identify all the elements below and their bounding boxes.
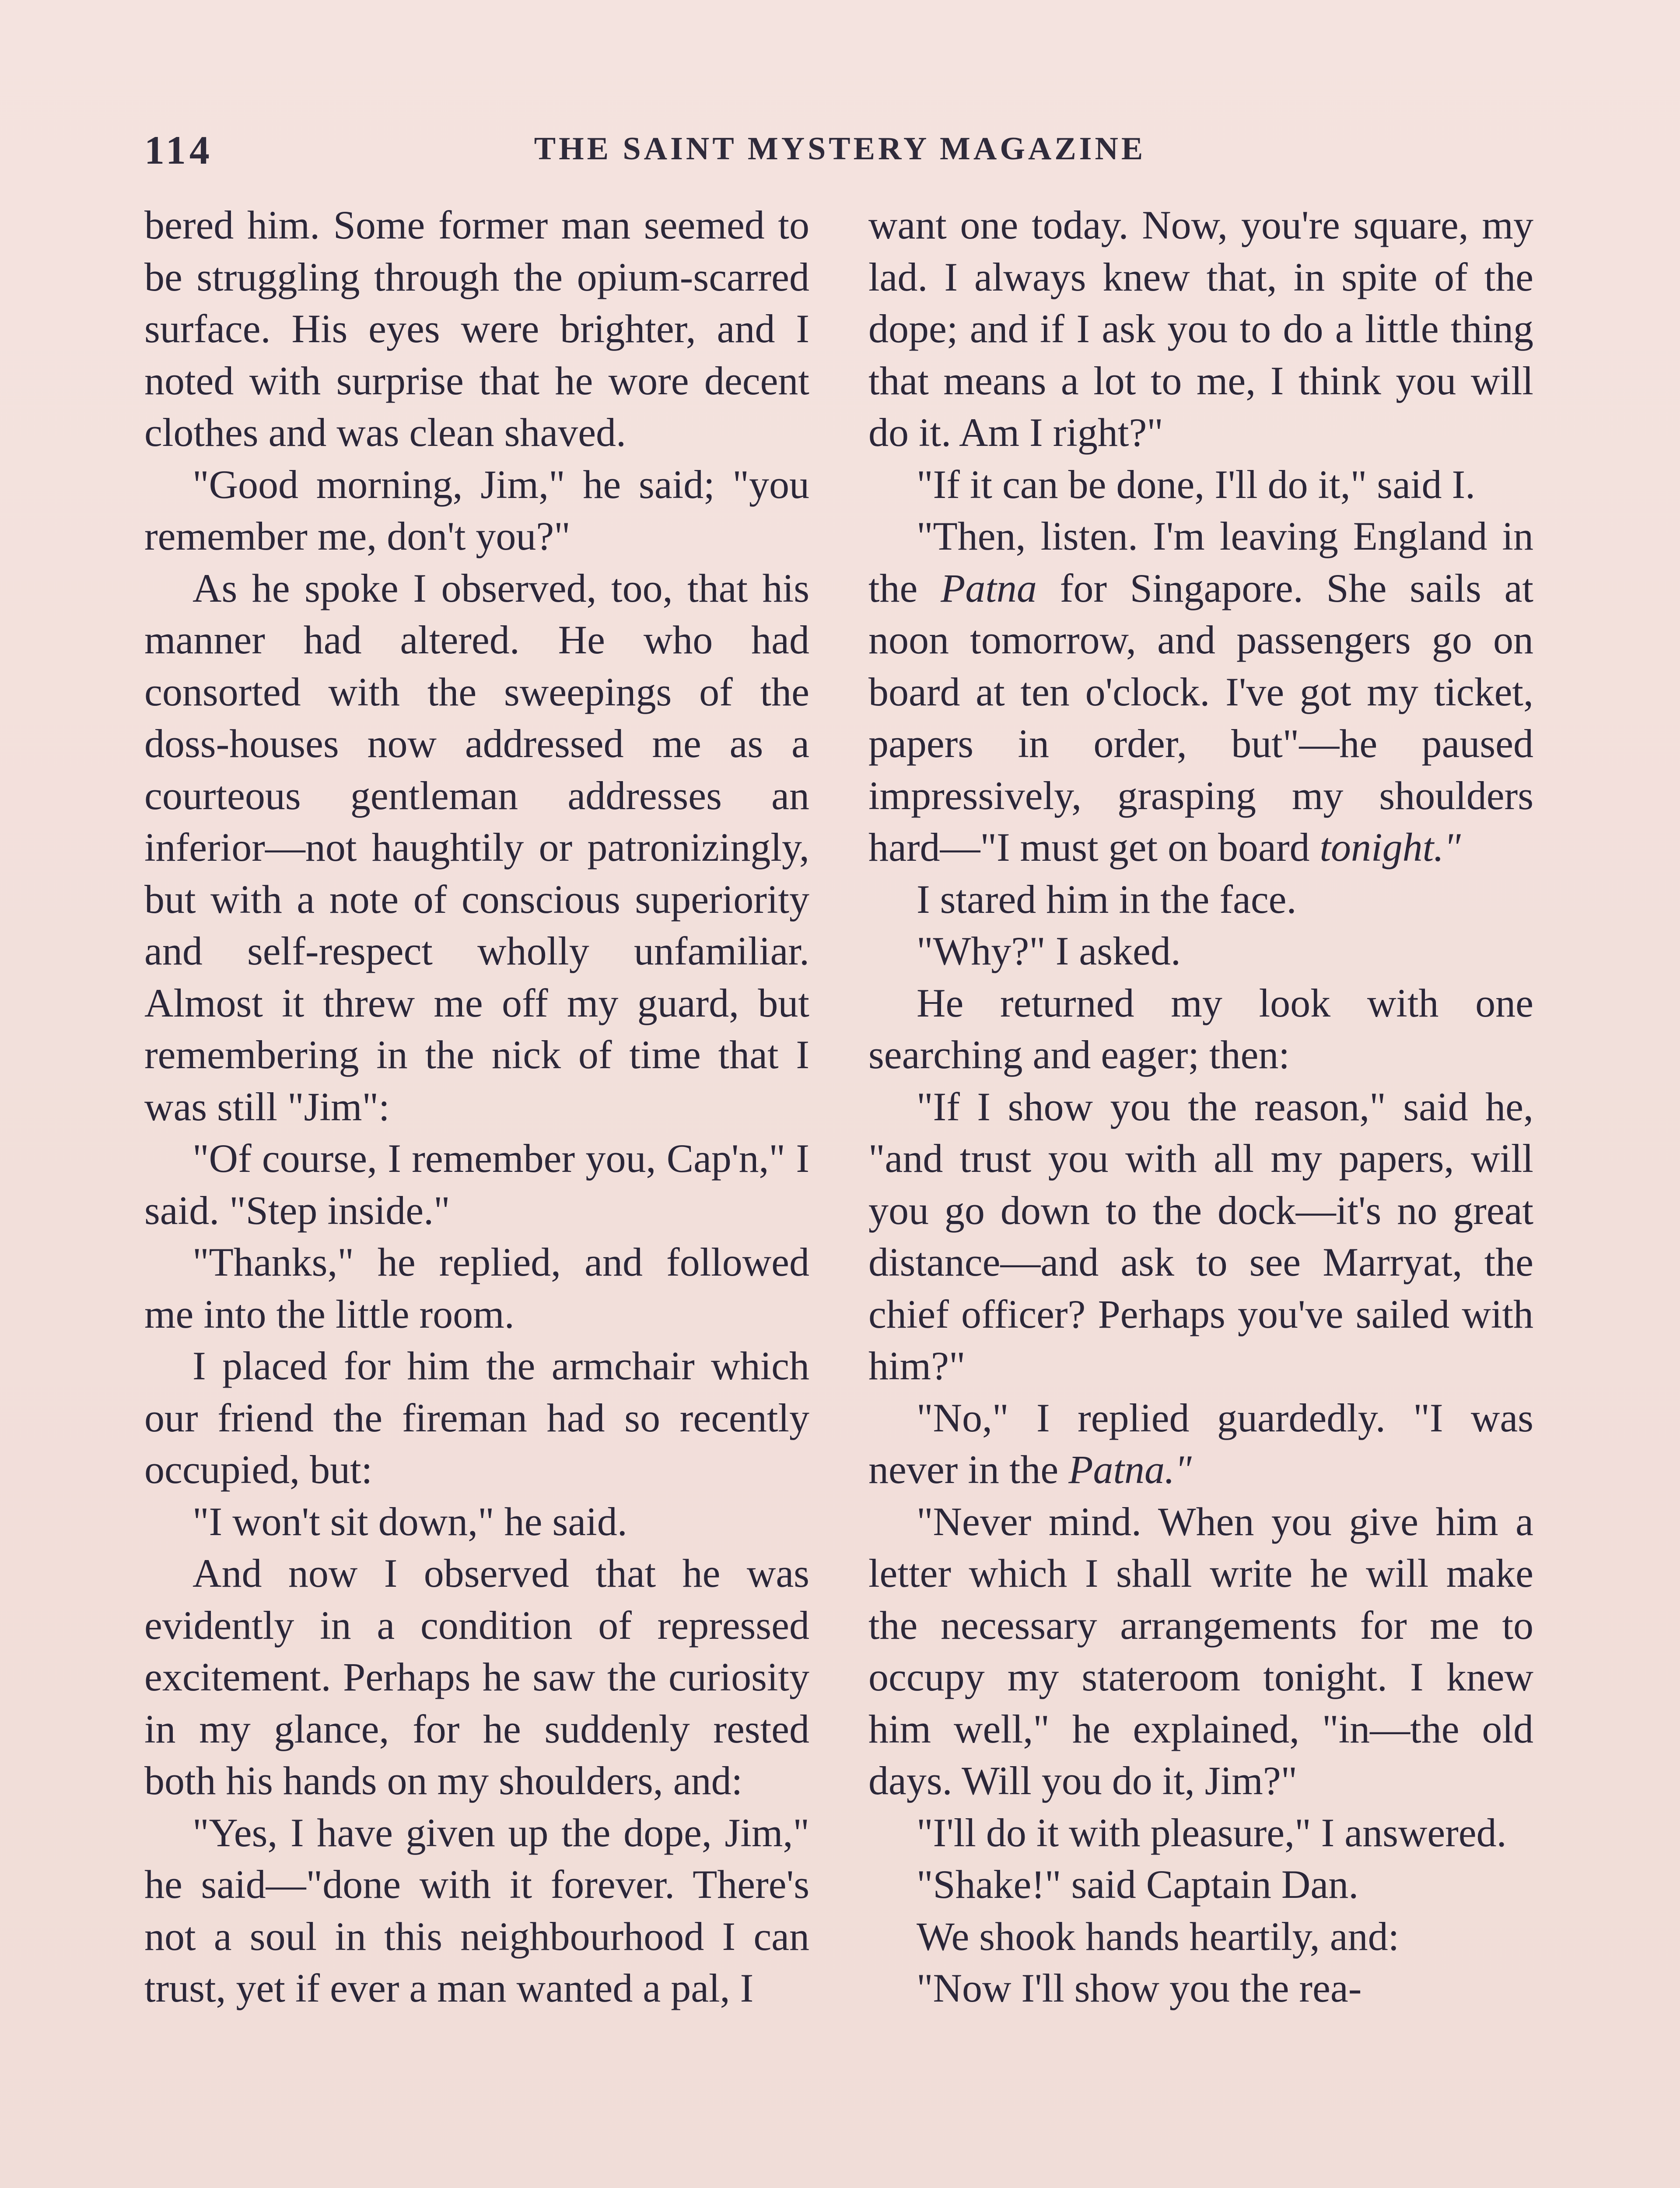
paragraph: "I won't sit down," he said. bbox=[192, 1499, 627, 1544]
paragraph: He returned my look with one searching and eager; then: bbox=[868, 980, 1533, 1077]
paragraph: "Why?" I asked. bbox=[917, 929, 1181, 973]
paragraph: "Of course, I remember you, Cap'n," I said. "Step inside." bbox=[144, 1136, 809, 1233]
left-column bbox=[144, 199, 809, 2014]
page-number: 114 bbox=[144, 128, 213, 172]
paragraph: I placed for him the armchair which our friend the fireman had so recently occupied, but: bbox=[144, 1343, 809, 1492]
paragraph: "I'll do it with pleasure," I answered. bbox=[917, 1810, 1507, 1855]
emphasis-italic: tonight." bbox=[1320, 825, 1461, 870]
paragraph-text: for Singapore. She sails at noon tomorrow, and passengers go on board at ten o'clock. I've got my ticket, papers in order, but"—he paused impressively, grasping my shoulders hard—"I must get on board bbox=[868, 565, 1533, 870]
paragraph: "Shake!" said Captain Dan. bbox=[917, 1862, 1359, 1907]
right-column bbox=[868, 199, 1533, 2014]
paragraph: want one today. Now, you're square, my lad. I always knew that, in spite of the dope; and if I ask you to do a little thing that means a lot to me, I think you will do it. Am I right?" bbox=[868, 203, 1533, 455]
paragraph: We shook hands heartily, and: bbox=[917, 1914, 1400, 1959]
ship-name-italic: Patna bbox=[941, 565, 1037, 610]
paragraph: bered him. Some former man seemed to be struggling through the opium-scarred surface. His eyes were brighter, and I noted with surprise that he wore decent clothes and was clean shaved. bbox=[144, 203, 809, 455]
running-title: THE SAINT MYSTERY MAGAZINE bbox=[534, 131, 1146, 167]
paragraph-text: "Then, listen. I'm leaving England in the bbox=[868, 514, 1533, 610]
paragraph bbox=[868, 1392, 1533, 1496]
paragraph: "Yes, I have given up the dope, Jim," he said—"done with it forever. There's not a soul in this neighbourhood I can trust, yet if ever a man wanted a pal, I bbox=[144, 1810, 809, 2010]
paragraph: "If it can be done, I'll do it," said I. bbox=[917, 462, 1476, 507]
page-header bbox=[144, 127, 1536, 179]
ship-name-italic: Patna." bbox=[1068, 1447, 1192, 1492]
paragraph: "Good morning, Jim," he said; "you remember me, don't you?" bbox=[144, 462, 809, 558]
paragraph: I stared him in the face. bbox=[917, 877, 1297, 922]
paragraph: "If I show you the reason," said he, "and trust you with all my papers, will you go down to the dock—it's no great distance—and ask to see Marryat, the chief officer? Perhaps you've sailed with him?" bbox=[868, 1084, 1533, 1388]
paragraph-text: "No," I replied guardedly. "I was never in the bbox=[868, 1395, 1533, 1492]
paragraph: As he spoke I observed, too, that his manner had altered. He who had consorted with the sweepings of the doss-houses now addressed me as a courteous gentleman addresses an inferior—not haughtily or patronizingly, but with a note of conscious superiority and self-respect wholly unfamiliar. Almost it threw me off my guard, but remembering in the nick of time that I was still "Jim": bbox=[144, 565, 809, 1129]
paragraph: "Never mind. When you give him a letter which I shall write he will make the necessary arrangements for me to occupy my stateroom tonight. I knew him well," he explained, "in—the old days. Will you do it, Jim?" bbox=[868, 1499, 1533, 1803]
paragraph: And now I observed that he was evidently in a condition of repressed excitement. Perhaps he saw the curiosity in my glance, for he suddenly rested both his hands on my shoulders, and: bbox=[144, 1551, 809, 1803]
paragraph bbox=[868, 510, 1533, 873]
paragraph: "Thanks," he replied, and followed me into the little room. bbox=[144, 1240, 809, 1336]
paragraph: "Now I'll show you the rea- bbox=[917, 1966, 1362, 2010]
